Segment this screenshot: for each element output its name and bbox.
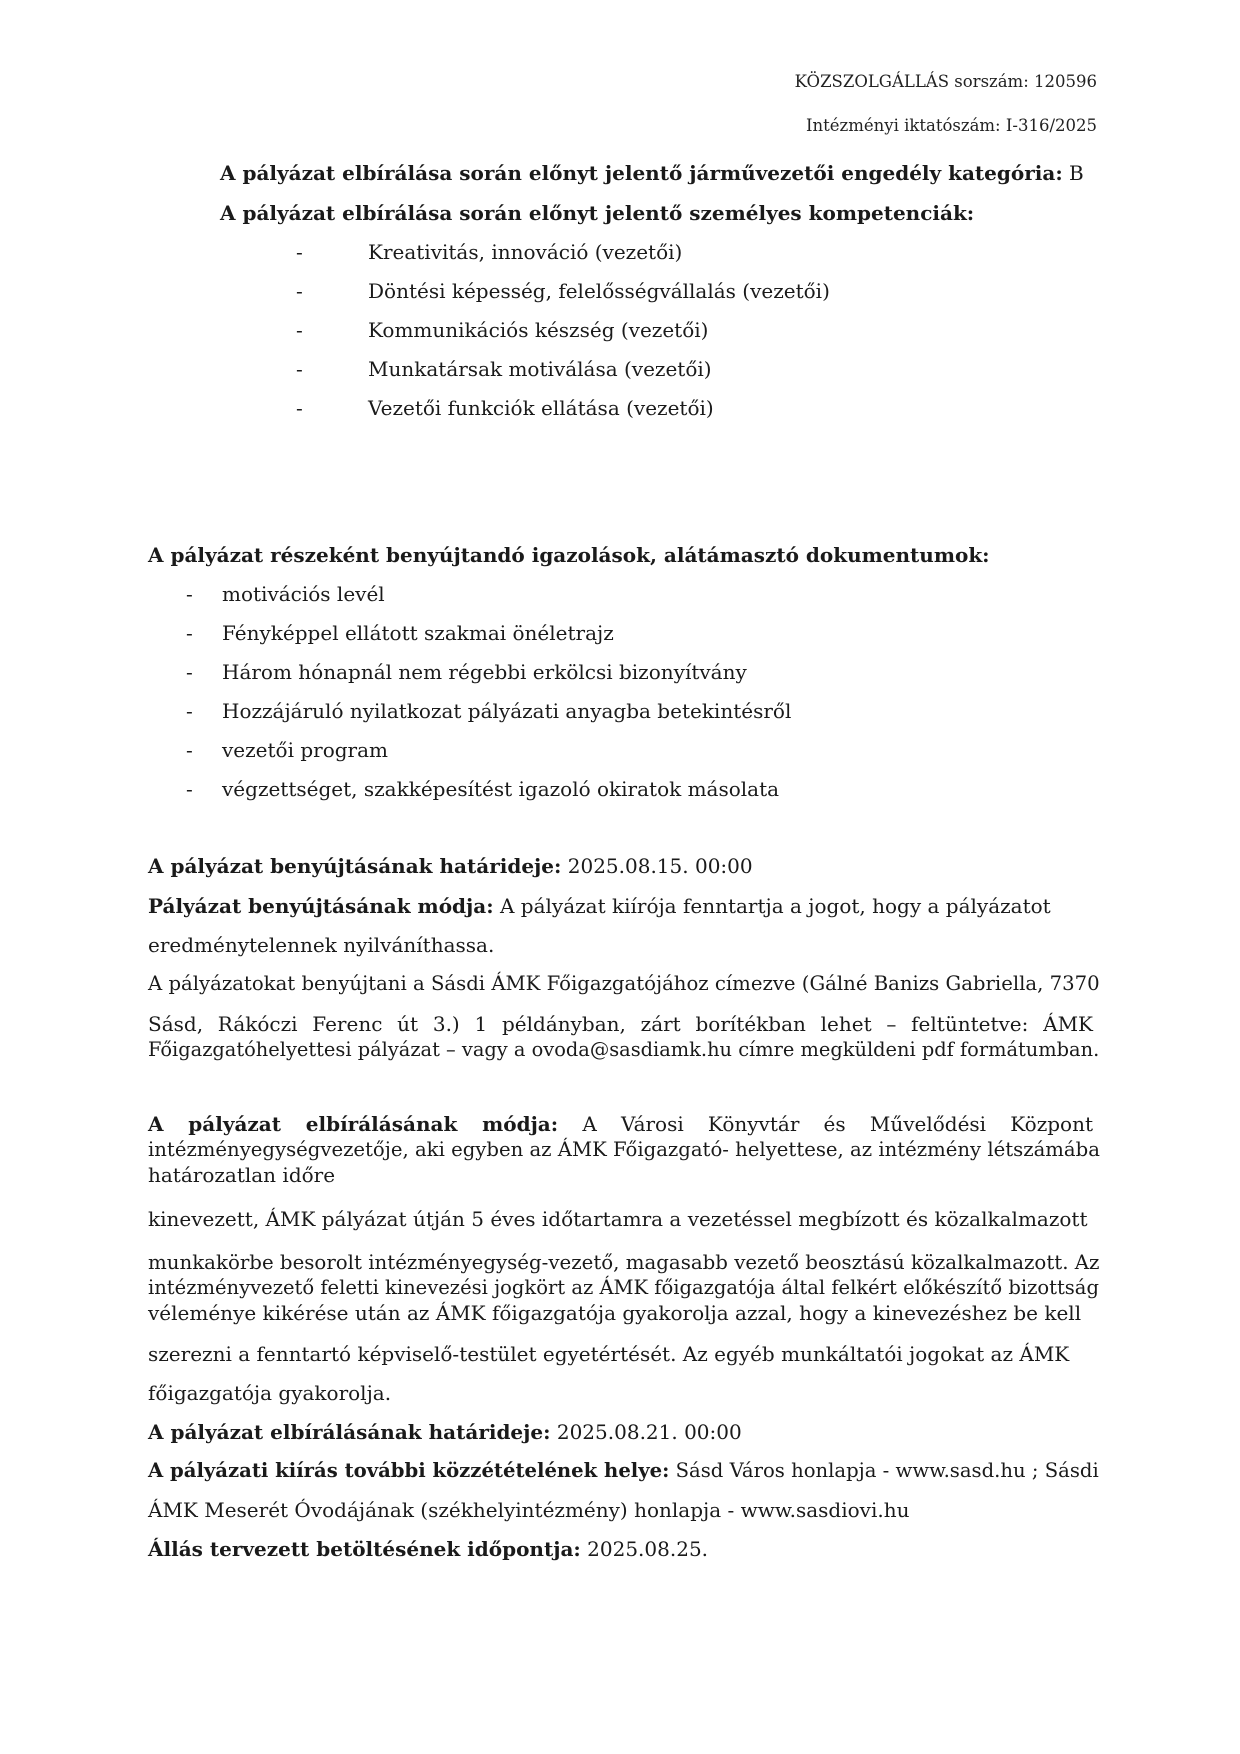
evaluation-row-2: intézményegységvezetője, aki egyben az ÁMK Főigazgató- helyettese, az intézmény létszámába — [148, 1138, 1100, 1161]
list-item: Hozzájáruló nyilatkozat pályázati anyagba betekintésről — [222, 699, 792, 723]
evaluation-text: A Városi Könyvtár és Művelődési Központ — [558, 1112, 1093, 1136]
competencies-heading — [220, 200, 974, 226]
evaluation-row-8: szerezni a fenntartó képviselő-testület egyetértését. Az egyéb munkáltatói jogokat az ÁMK — [148, 1342, 1070, 1366]
publication-row-1 — [148, 1458, 1099, 1484]
evaluation-label: A pályázat elbírálásának módja: — [148, 1112, 559, 1136]
serial-number: KÖZSZOLGÁLLÁS sorszám: 120596 — [794, 72, 1097, 91]
license-label: A pályázat elbírálása során előnyt jelentő járművezetői engedély kategória: — [220, 161, 1063, 185]
list-item: Kommunikációs készség (vezetői) — [368, 318, 709, 342]
eval-deadline-value: 2025.08.21. 00:00 — [550, 1420, 742, 1444]
start-date-value: 2025.08.25. — [580, 1537, 709, 1561]
eval-deadline-row — [148, 1419, 742, 1445]
evaluation-row-3: határozatlan időre — [148, 1163, 336, 1187]
evaluation-row-9: főigazgatója gyakorolja. — [148, 1381, 392, 1405]
list-bullet: - — [296, 279, 303, 303]
submission-row-3: A pályázatokat benyújtani a Sásdi ÁMK Főigazgatójához címezve (Gálné Banizs Gabriella, 7370 — [148, 972, 1100, 995]
evaluation-row-6: intézményvezető feletti kinevezési jogkört az ÁMK főigazgatója által felkért előkészítő bizottság — [148, 1276, 1099, 1299]
list-item: motivációs levél — [222, 582, 385, 606]
list-bullet: - — [186, 777, 193, 801]
list-item: Munkatársak motiválása (vezetői) — [368, 357, 712, 381]
license-value: B — [1062, 161, 1084, 185]
submission-row-2: eredménytelennek nyilváníthassa. — [148, 933, 495, 957]
evaluation-row-4: kinevezett, ÁMK pályázat útján 5 éves időtartamra a vezetéssel megbízott és közalkalmazott — [148, 1207, 1088, 1231]
start-date-label: Állás tervezett betöltésének időpontja: — [148, 1537, 581, 1561]
deadline-row — [148, 853, 753, 879]
eval-deadline-label: A pályázat elbírálásának határideje: — [148, 1420, 551, 1444]
publication-row-2: ÁMK Meserét Óvodájának (székhelyintézmény) honlapja - www.sasdiovi.hu — [148, 1498, 910, 1522]
start-date-row — [148, 1536, 708, 1562]
publication-text: Sásd Város honlapja - www.sasd.hu ; Sásdi — [669, 1459, 1099, 1482]
submission-row-5: Főigazgatóhelyettesi pályázat – vagy a ovoda@sasdiamk.hu címre megküldeni pdf formátumban. — [148, 1038, 1100, 1061]
license-row — [220, 160, 1084, 186]
list-item: Döntési képesség, felelősségvállalás (vezetői) — [368, 279, 830, 303]
publication-label: A pályázati kiírás további közzétételének helye: — [148, 1459, 670, 1482]
deadline-value: 2025.08.15. 00:00 — [561, 854, 753, 878]
list-bullet: - — [186, 660, 193, 684]
list-bullet: - — [186, 621, 193, 645]
list-item: vezetői program — [222, 738, 388, 762]
list-bullet: - — [186, 699, 193, 723]
list-item: Fényképpel ellátott szakmai önéletrajz — [222, 621, 614, 645]
list-bullet: - — [296, 240, 303, 264]
list-item: Kreativitás, innováció (vezetői) — [368, 240, 683, 264]
competencies-label: A pályázat elbírálása során előnyt jelentő személyes kompetenciák: — [220, 201, 975, 225]
list-item: Három hónapnál nem régebbi erkölcsi bizonyítvány — [222, 660, 747, 684]
deadline-label: A pályázat benyújtásának határideje: — [148, 854, 562, 878]
filing-number: Intézményi iktatószám: I-316/2025 — [805, 116, 1097, 135]
evaluation-row-7: véleménye kikérése után az ÁMK főigazgatója gyakorolja azzal, hogy a kinevezéshez be kell — [148, 1301, 1082, 1325]
list-bullet: - — [296, 396, 303, 420]
submission-row-4: Sásd, Rákóczi Ferenc út 3.) 1 példányban, zárt borítékban lehet – feltüntetve: ÁMK — [148, 1012, 1093, 1036]
list-bullet: - — [186, 738, 193, 762]
list-item: végzettséget, szakképesítést igazoló okiratok másolata — [222, 777, 780, 801]
submission-label: Pályázat benyújtásának módja: — [148, 894, 494, 918]
list-bullet: - — [296, 357, 303, 381]
documents-label: A pályázat részeként benyújtandó igazolások, alátámasztó dokumentumok: — [148, 543, 990, 567]
evaluation-row-1 — [148, 1112, 1093, 1137]
evaluation-row-5: munkakörbe besorolt intézményegység-vezető, magasabb vezető beosztású közalkalmazott. Az — [148, 1251, 1100, 1274]
submission-text: A pályázat kiírója fenntartja a jogot, hogy a pályázatot — [493, 894, 1051, 918]
submission-row-1 — [148, 893, 1051, 919]
list-item: Vezetői funkciók ellátása (vezetői) — [368, 396, 714, 420]
list-bullet: - — [186, 582, 193, 606]
documents-heading — [148, 542, 990, 568]
list-bullet: - — [296, 318, 303, 342]
